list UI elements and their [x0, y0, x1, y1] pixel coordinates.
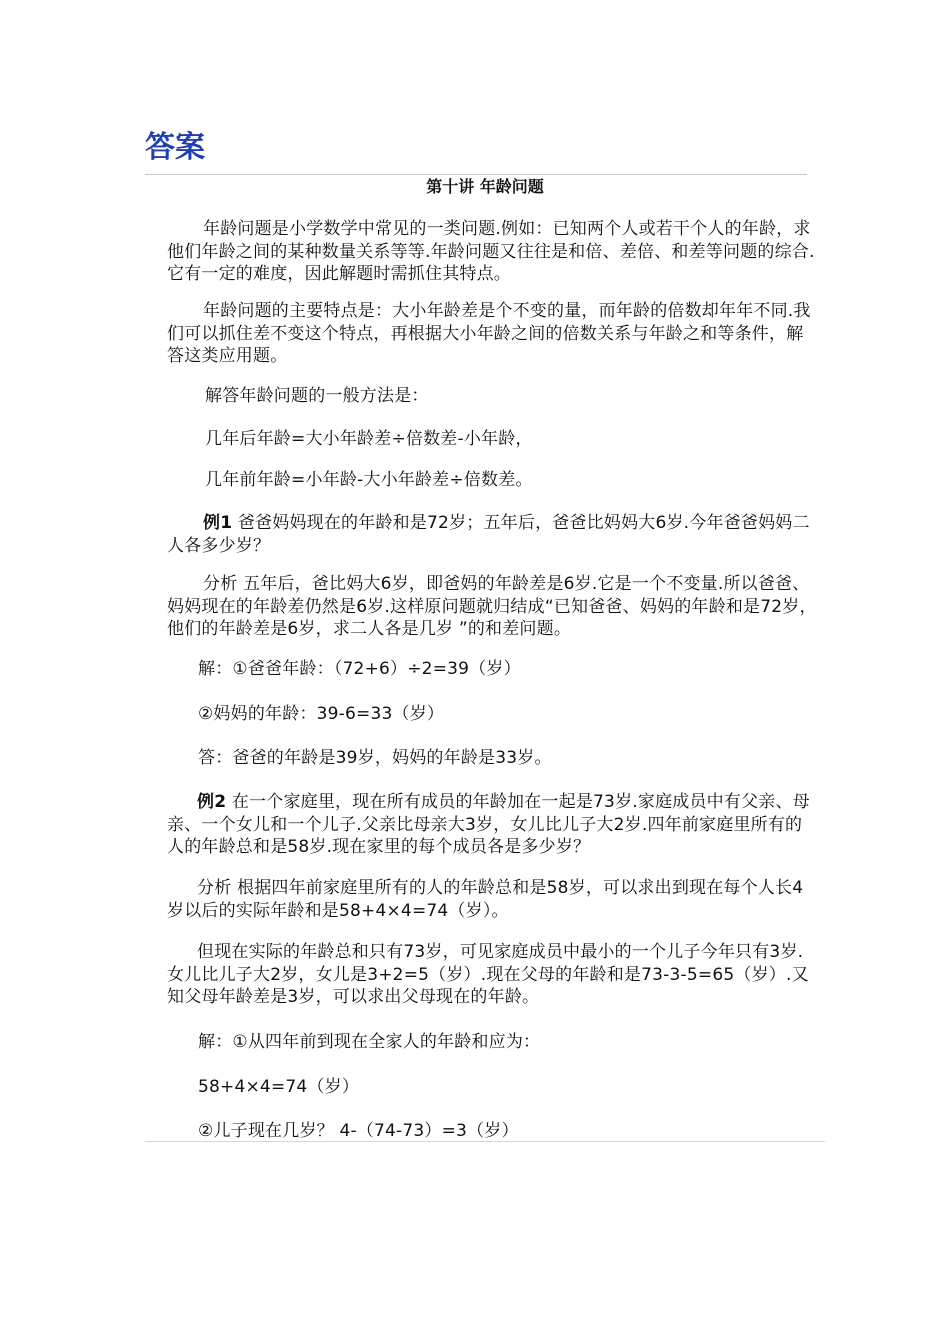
example-1-question	[167, 512, 817, 557]
example-2-label: 例2	[197, 792, 227, 812]
example-1-answer: 答：爸爸的年龄是39岁，妈妈的年龄是33岁。	[198, 748, 552, 768]
example-1-analysis: 分析 五年后，爸比妈大6岁，即爸妈的年龄差是6岁.它是一个不变量.所以爸爸、妈妈现在的年龄差仍然是6岁.这样原问题就归结成“已知爸爸、妈妈的年龄和是72岁，他们的年龄差是6岁，求二人各是几岁 ”的和差问题。	[167, 574, 817, 639]
intro-paragraph-2: 年龄问题的主要特点是：大小年龄差是个不变的量，而年龄的倍数却年年不同.我们可以抓住差不变这个特点，再根据大小年龄之间的倍数关系与年龄之和等条件，解答这类应用题。	[167, 301, 811, 366]
method-title: 解答年龄问题的一般方法是：	[205, 386, 429, 406]
example-1-label: 例1	[203, 513, 233, 533]
example-2-step-2: ②儿子现在几岁？ 4-（74-73）=3（岁）	[198, 1121, 519, 1141]
top-divider	[145, 174, 807, 175]
example-1-text: 爸爸妈妈现在的年龄和是72岁；五年后，爸爸比妈妈大6岁.今年爸爸妈妈二人各多少岁？	[167, 513, 810, 556]
example-2-text: 在一个家庭里，现在所有成员的年龄加在一起是73岁.家庭成员中有父亲、母亲、一个女儿和一个儿子.父亲比母亲大3岁，女儿比儿子大2岁.四年前家庭里所有的人的年龄总和是58岁.现在家里的每个成员各是多少岁？	[167, 792, 810, 857]
answer-heading: 答案	[145, 130, 205, 165]
example-1-step-2: ②妈妈的年龄：39-6=33（岁）	[198, 704, 445, 724]
example-2-question	[167, 791, 817, 859]
example-2-analysis-1: 分析 根据四年前家庭里所有的人的年龄总和是58岁，可以求出到现在每个人长4岁以后的实际年龄和是58+4×4=74（岁）。	[167, 878, 804, 921]
lecture-title: 第十讲 年龄问题	[426, 177, 544, 196]
example-2-step-1: 解：①从四年前到现在全家人的年龄和应为：	[198, 1032, 541, 1052]
formula-years-later: 几年后年龄=大小年龄差÷倍数差-小年龄，	[205, 429, 533, 449]
example-2-step-1-calc: 58+4×4=74（岁）	[198, 1077, 360, 1097]
formula-years-ago: 几年前年龄=小年龄-大小年龄差÷倍数差。	[205, 470, 533, 490]
bottom-divider	[145, 1141, 825, 1142]
intro-paragraph-1: 年龄问题是小学数学中常见的一类问题.例如：已知两个人或若干个人的年龄，求他们年龄之间的某种数量关系等等.年龄问题又往往是和倍、差倍、和差等问题的综合.它有一定的难度，因此解题时需抓住其特点。	[167, 219, 815, 284]
example-1-step-1: 解：①爸爸年龄：（72+6）÷2=39（岁）	[198, 659, 521, 679]
example-2-analysis-2: 但现在实际的年龄总和只有73岁，可见家庭成员中最小的一个儿子今年只有3岁.女儿比儿子大2岁，女儿是3+2=5（岁）.现在父母的年龄和是73-3-5=65（岁）.又知父母年龄差是3岁，可以求出父母现在的年龄。	[167, 942, 809, 1007]
